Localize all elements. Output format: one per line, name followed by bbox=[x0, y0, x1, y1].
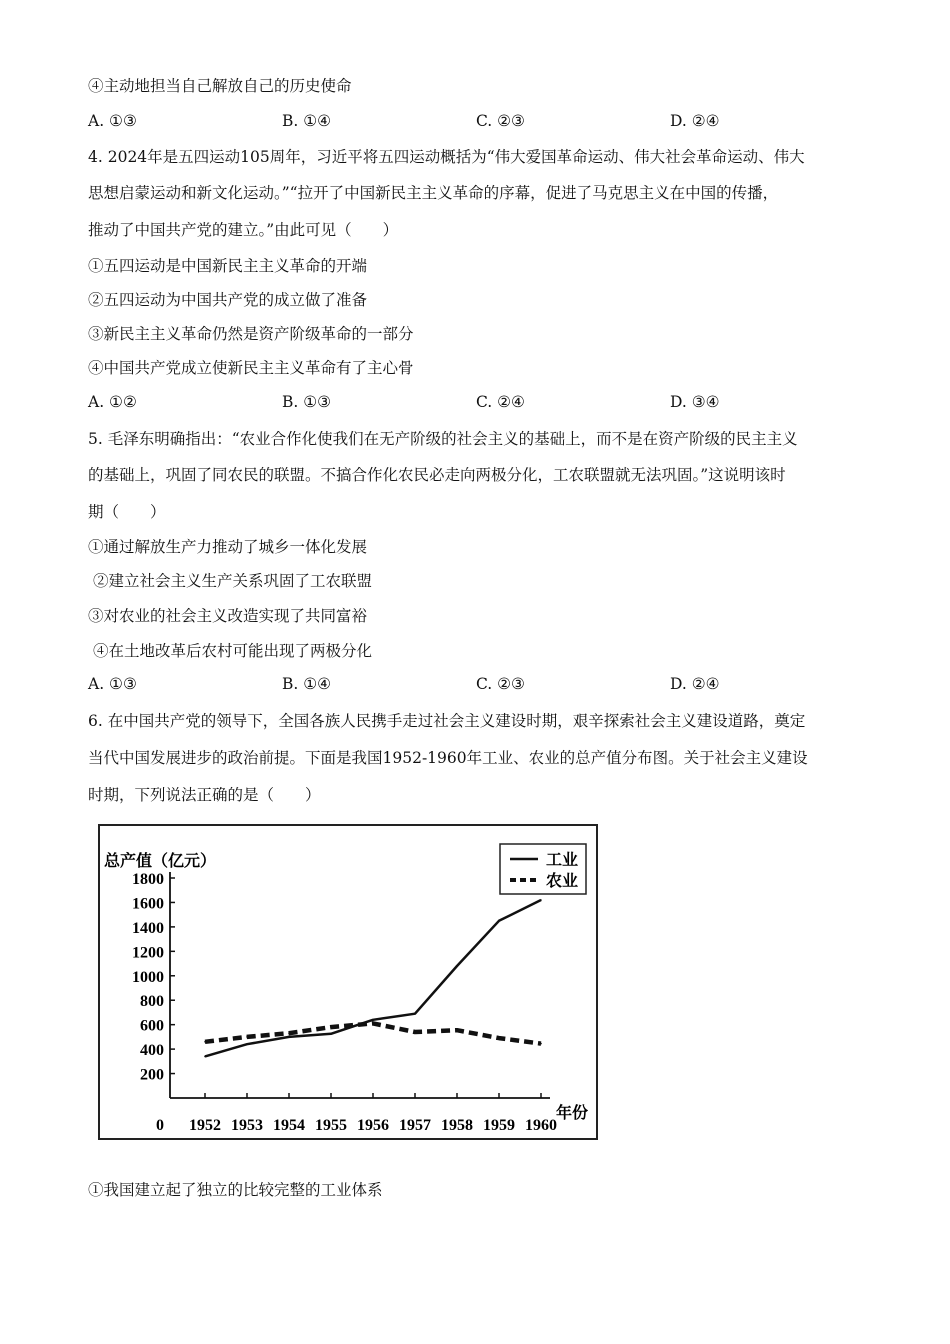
q3-option-a[interactable]: A. ①③ bbox=[88, 112, 137, 130]
q5-options bbox=[88, 675, 848, 695]
q6-stem-line-1: 6. 在中国共产党的领导下，全国各族人民携手走过社会主义建设时期，艰辛探索社会主义建设道路，奠定 bbox=[88, 712, 806, 730]
q4-item-3: ③新民主主义革命仍然是资产阶级革命的一部分 bbox=[88, 325, 414, 343]
x-tick-label: 1955 bbox=[315, 1117, 347, 1134]
q5-stem-line-2: 的基础上，巩固了同农民的联盟。不搞合作化农民必走向两极分化，工农联盟就无法巩固。”这说明该时 bbox=[88, 466, 786, 484]
data-point-industry bbox=[540, 899, 542, 901]
y-tick-label: 1600 bbox=[132, 895, 164, 913]
legend-label-industry: 工业 bbox=[546, 852, 579, 869]
data-point-agriculture bbox=[204, 1041, 206, 1043]
y-tick-label: 200 bbox=[140, 1066, 164, 1084]
q3-option-c[interactable]: C. ②③ bbox=[476, 112, 525, 130]
data-point-industry bbox=[414, 1013, 416, 1015]
x-axis-label: 年份 bbox=[556, 1105, 589, 1122]
y-tick-label: 1200 bbox=[132, 944, 164, 962]
q3-option-b[interactable]: B. ①④ bbox=[282, 112, 332, 130]
data-point-industry bbox=[330, 1033, 332, 1035]
q6-item-1: ①我国建立起了独立的比较完整的工业体系 bbox=[88, 1181, 383, 1199]
q5-item-3: ③对农业的社会主义改造实现了共同富裕 bbox=[88, 607, 368, 625]
chart-legend bbox=[500, 844, 586, 894]
y-tick-label: 400 bbox=[140, 1042, 164, 1060]
origin-label: 0 bbox=[156, 1117, 164, 1134]
q4-option-a[interactable]: A. ①② bbox=[88, 393, 137, 411]
data-point-agriculture bbox=[246, 1036, 248, 1038]
data-point-agriculture bbox=[372, 1023, 374, 1025]
data-point-agriculture bbox=[414, 1031, 416, 1033]
legend-label-agriculture: 农业 bbox=[546, 873, 579, 890]
q4-options bbox=[88, 393, 848, 413]
q4-stem-line-1: 4. 2024年是五四运动105周年，习近平将五四运动概括为“伟大爱国革命运动、伟大社会革命运动、伟大 bbox=[88, 148, 805, 166]
data-point-agriculture bbox=[456, 1029, 458, 1031]
x-tick-label: 1956 bbox=[357, 1117, 389, 1134]
data-point-agriculture bbox=[540, 1043, 542, 1045]
q5-stem-line-1: 5. 毛泽东明确指出：“农业合作化使我们在无产阶级的社会主义的基础上，而不是在资产阶级的民主主义 bbox=[88, 430, 798, 448]
q3-options bbox=[88, 112, 848, 132]
q5-option-d[interactable]: D. ②④ bbox=[670, 675, 720, 693]
data-point-industry bbox=[498, 920, 500, 922]
y-tick-label: 600 bbox=[140, 1017, 164, 1035]
data-point-industry bbox=[204, 1056, 206, 1058]
x-tick-label: 1958 bbox=[441, 1117, 473, 1134]
y-tick-label: 1400 bbox=[132, 919, 164, 937]
y-tick-label: 800 bbox=[140, 993, 164, 1011]
q3-item-4: ④主动地担当自己解放自己的历史使命 bbox=[88, 77, 352, 95]
data-point-industry bbox=[456, 965, 458, 967]
chart-frame bbox=[98, 824, 598, 1140]
x-tick-label: 1954 bbox=[273, 1117, 305, 1134]
x-tick-label: 1960 bbox=[525, 1117, 557, 1134]
q4-option-d[interactable]: D. ③④ bbox=[670, 393, 720, 411]
chart-plot bbox=[204, 899, 542, 1057]
q4-item-1: ①五四运动是中国新民主主义革命的开端 bbox=[88, 257, 368, 275]
q5-item-4: ④在土地改革后农村可能出现了两极分化 bbox=[93, 642, 373, 660]
data-point-agriculture bbox=[288, 1032, 290, 1034]
series-line-industry bbox=[205, 900, 541, 1056]
data-point-industry bbox=[372, 1019, 374, 1021]
q5-stem-line-3: 期（ ） bbox=[88, 503, 166, 521]
q6-stem-line-2: 当代中国发展进步的政治前提。下面是我国1952-1960年工业、农业的总产值分布图。关于社会主义建设 bbox=[88, 749, 808, 767]
output-value-chart bbox=[100, 826, 596, 1138]
q4-stem-line-2: 思想启蒙运动和新文化运动。”“拉开了中国新民主主义革命的序幕，促进了马克思主义在中国的传播， bbox=[88, 184, 779, 202]
q5-item-2: ②建立社会主义生产关系巩固了工农联盟 bbox=[93, 572, 373, 590]
data-point-agriculture bbox=[330, 1026, 332, 1028]
x-tick-label: 1957 bbox=[399, 1117, 431, 1134]
y-tick-label: 1000 bbox=[132, 968, 164, 986]
data-point-agriculture bbox=[498, 1037, 500, 1039]
series-line-agriculture bbox=[205, 1023, 541, 1043]
q4-stem-line-3: 推动了中国共产党的建立。”由此可见（ ） bbox=[88, 221, 399, 239]
q4-option-b[interactable]: B. ①③ bbox=[282, 393, 332, 411]
q5-option-c[interactable]: C. ②③ bbox=[476, 675, 525, 693]
y-tick-label: 1800 bbox=[132, 871, 164, 888]
q6-stem-line-3: 时期，下列说法正确的是（ ） bbox=[88, 786, 321, 804]
q4-option-c[interactable]: C. ②④ bbox=[476, 393, 525, 411]
q4-item-2: ②五四运动为中国共产党的成立做了准备 bbox=[88, 291, 368, 309]
data-point-industry bbox=[246, 1043, 248, 1045]
q5-item-1: ①通过解放生产力推动了城乡一体化发展 bbox=[88, 538, 368, 556]
x-tick-label: 1959 bbox=[483, 1117, 515, 1134]
x-tick-label: 1952 bbox=[189, 1117, 221, 1134]
q4-item-4: ④中国共产党成立使新民主主义革命有了主心骨 bbox=[88, 359, 414, 377]
y-axis-label: 总产值（亿元） bbox=[104, 853, 217, 870]
q3-option-d[interactable]: D. ②④ bbox=[670, 112, 720, 130]
q5-option-a[interactable]: A. ①③ bbox=[88, 675, 137, 693]
q5-option-b[interactable]: B. ①④ bbox=[282, 675, 332, 693]
x-tick-label: 1953 bbox=[231, 1117, 263, 1134]
data-point-industry bbox=[288, 1036, 290, 1038]
